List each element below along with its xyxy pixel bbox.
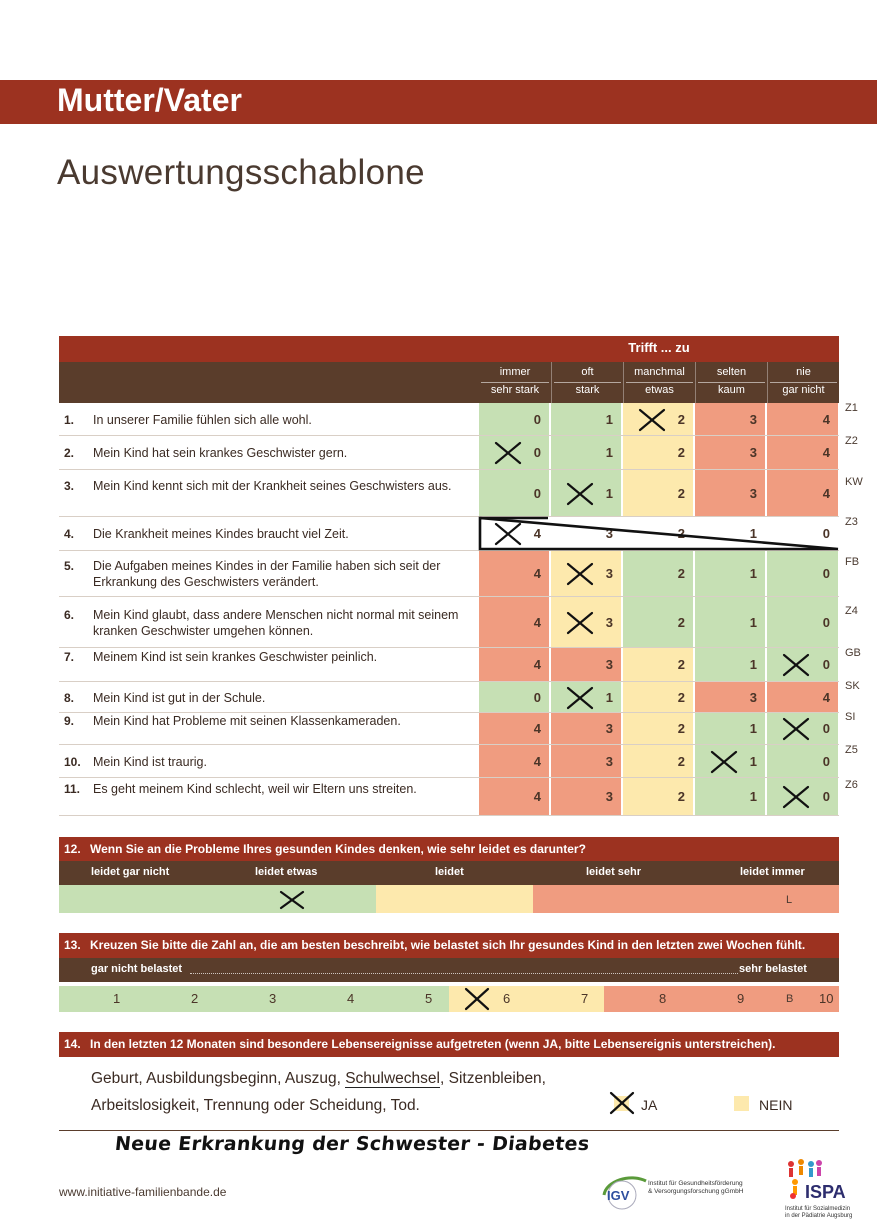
answer-cell[interactable] [551, 470, 622, 516]
q12-band-green[interactable] [59, 885, 376, 913]
handwritten-note: Neue Erkrankung der Schwester - Diabetes [113, 1133, 591, 1155]
answer-value: 1 [749, 614, 757, 630]
answer-value: 3 [605, 753, 613, 769]
answer-cell[interactable] [767, 470, 839, 516]
answer-cell[interactable] [551, 517, 622, 550]
answer-cell[interactable] [695, 682, 766, 712]
table-row [59, 551, 860, 597]
q13-code: B [786, 993, 794, 1005]
q12-band-yellow[interactable] [376, 885, 533, 913]
answer-cell[interactable] [623, 745, 694, 777]
table-row [59, 470, 863, 517]
answer-cell[interactable] [479, 682, 550, 712]
answer-value: 2 [677, 614, 685, 630]
answer-value: 2 [677, 445, 685, 460]
column-bottom-label: kaum [718, 384, 745, 396]
answer-value: 4 [822, 445, 830, 460]
answer-cell[interactable] [695, 403, 766, 435]
question-number: 10. [64, 754, 81, 769]
question-text: Mein Kind hat sein krankes Geschwister gern. [93, 446, 348, 460]
question-text: Mein Kind ist traurig. [93, 754, 207, 769]
q12-label-1: leidet gar nicht [91, 866, 170, 878]
q14-events-part-a: Geburt, Ausbildungsbeginn, Auszug, [91, 1070, 346, 1087]
answer-cell[interactable] [479, 517, 550, 550]
answer-value: 4 [533, 657, 541, 672]
answer-cell[interactable] [695, 551, 766, 596]
answer-cell[interactable] [551, 713, 622, 744]
answer-value: 1 [749, 753, 757, 769]
answer-value: 0 [822, 614, 830, 630]
q14-events-part-b: , Sitzenbleiben, [440, 1070, 546, 1087]
answer-cell[interactable] [551, 648, 622, 681]
igv-caption-line-1: Institut für Gesundheitsförderung [648, 1180, 743, 1187]
table-row [59, 647, 861, 682]
column-header-1 [479, 362, 551, 403]
answer-cell[interactable] [551, 436, 622, 469]
igv-logo-text: IGV [607, 1188, 630, 1203]
question-text: Mein Kind kennt sich mit der Krankheit seines Geschwisters aus. [93, 478, 452, 493]
column-top-label: nie [796, 366, 811, 378]
answer-value: 0 [822, 721, 830, 736]
answer-cell[interactable] [551, 551, 622, 596]
q13-scale-number[interactable]: 4 [347, 991, 355, 1006]
answer-cell[interactable] [767, 713, 839, 744]
answer-cell[interactable] [551, 682, 622, 712]
page-title: Mutter/Vater [57, 82, 242, 118]
scale-code: Z3 [845, 516, 858, 528]
ispa-caption-line-2: in der Pädiatrie Augsburg [785, 1213, 853, 1219]
answer-value: 3 [749, 445, 757, 460]
footer-url[interactable]: www.initiative-familienbande.de [59, 1185, 227, 1199]
answer-value: 0 [533, 689, 541, 705]
q13-scale-number[interactable]: 6 [503, 991, 511, 1006]
q14-header [59, 1032, 839, 1057]
answer-cell[interactable] [551, 745, 622, 777]
q13-scale-number[interactable]: 5 [425, 991, 433, 1006]
q12-label-5: leidet immer [740, 866, 805, 878]
question-text: Die Aufgaben meines Kindes in der Familie haben sich seit der Erkrankung des Geschwisters verändert. [93, 559, 441, 589]
answer-value: 3 [605, 721, 613, 736]
q13-scale-number[interactable]: 9 [737, 991, 745, 1006]
answer-value: 2 [677, 657, 685, 672]
table-row [59, 435, 858, 470]
table-row [59, 778, 858, 816]
question-text: Die Krankheit meines Kindes braucht viel Zeit. [93, 527, 349, 541]
answer-value: 0 [822, 566, 830, 581]
q13-scale-number[interactable]: 3 [269, 991, 277, 1006]
q12-scale-labels [59, 861, 839, 885]
table-row [59, 679, 860, 713]
q13-right-label: sehr belastet [739, 963, 807, 975]
answer-value: 4 [533, 753, 541, 769]
q13-header [59, 933, 839, 958]
ispa-caption-line-1: Institut für Sozialmedizin [785, 1206, 851, 1212]
q13-scale-number[interactable]: 1 [113, 991, 121, 1006]
answer-cell[interactable] [623, 551, 694, 596]
q14-events-line-1 [91, 1070, 546, 1088]
answer-value: 1 [749, 566, 757, 581]
answer-cell[interactable] [767, 778, 839, 815]
table-row [59, 743, 858, 778]
answer-cell[interactable] [479, 648, 550, 681]
answer-cell[interactable] [479, 551, 550, 596]
table-column-header [59, 362, 839, 403]
answer-value: 0 [822, 526, 830, 541]
q14-event-underlined: Schulwechsel [345, 1070, 440, 1087]
question-text: Mein Kind glaubt, dass andere Menschen nicht normal mit seinem kranken Geschwister umgehen können. [93, 607, 459, 638]
question-text: Mein Kind hat Probleme mit seinen Klassenkameraden. [93, 714, 401, 728]
answer-value: 3 [749, 411, 757, 427]
column-bottom-label: sehr stark [490, 384, 540, 396]
question-number: 1. [64, 412, 75, 427]
column-top-label: oft [581, 366, 594, 378]
q14-yes-box[interactable] [614, 1096, 629, 1111]
answer-cell[interactable] [767, 745, 839, 777]
q14-no-box[interactable] [734, 1096, 749, 1111]
scale-code: Z2 [845, 435, 858, 447]
answer-cell[interactable] [767, 648, 839, 681]
scale-code: Z6 [845, 779, 858, 791]
answer-value: 4 [533, 614, 541, 630]
page-subtitle: Auswertungsschablone [57, 153, 425, 192]
answer-cell[interactable] [551, 403, 622, 435]
column-header-5 [767, 362, 839, 403]
header-banner [0, 80, 877, 124]
answer-value: 2 [677, 789, 685, 804]
q13-scale-labels [59, 958, 839, 982]
question-number: 2. [64, 446, 75, 460]
answer-cell[interactable] [623, 713, 694, 744]
scale-code: SI [845, 711, 856, 723]
scale-code: KW [845, 475, 863, 488]
answer-value: 3 [749, 485, 757, 501]
q13-text: Kreuzen Sie bitte die Zahl an, die am besten beschreibt, wie belastet sich Ihr gesundes Kind in den letzten zwei Wochen fühlt. [90, 938, 806, 952]
question-number: 11. [64, 782, 81, 796]
ispa-logo-text: ISPA [805, 1182, 846, 1202]
answer-cell[interactable] [767, 682, 839, 712]
answer-value: 3 [749, 689, 757, 705]
column-bottom-label: stark [575, 384, 600, 396]
answer-cell[interactable] [695, 648, 766, 681]
question-number: 9. [64, 714, 75, 728]
column-header-2 [551, 362, 623, 403]
q12-header [59, 837, 839, 861]
answer-value: 2 [677, 526, 685, 541]
answer-cell[interactable] [767, 436, 839, 469]
q12-band-red[interactable] [533, 885, 839, 913]
q12-label-2: leidet etwas [255, 866, 318, 878]
answer-value: 1 [749, 789, 757, 804]
answer-cell[interactable] [767, 597, 839, 647]
q14-events-line-2: Arbeitslosigkeit, Trennung oder Scheidung, Tod. [91, 1097, 420, 1114]
answer-value: 3 [605, 526, 613, 541]
answer-cell[interactable] [479, 778, 550, 815]
question-number: 3. [64, 478, 75, 493]
question-text: Es geht meinem Kind schlecht, weil wir Eltern uns streiten. [93, 782, 417, 796]
answer-cell[interactable] [479, 713, 550, 744]
answer-value: 1 [749, 657, 757, 672]
answer-cell[interactable] [623, 648, 694, 681]
q14-text: In den letzten 12 Monaten sind besondere Lebensereignisse aufgetreten (wenn JA, bitte Lebensereignis unterstreichen). [90, 1037, 776, 1051]
q13-scale-number[interactable]: 10 [819, 991, 834, 1006]
answer-cell[interactable] [623, 436, 694, 469]
answer-cell[interactable] [623, 517, 694, 550]
answer-value: 2 [677, 566, 685, 581]
answer-cell[interactable] [479, 470, 550, 516]
answer-cell[interactable] [623, 778, 694, 815]
answer-cell[interactable] [695, 778, 766, 815]
answer-cell[interactable] [623, 682, 694, 712]
answer-cell[interactable] [767, 403, 839, 435]
answer-cell[interactable] [695, 517, 766, 550]
column-top-label: immer [499, 366, 531, 378]
q13-left-label: gar nicht belastet [91, 963, 183, 975]
question-number: 5. [64, 559, 75, 573]
answer-cell[interactable] [695, 470, 766, 516]
answer-value: 0 [822, 657, 830, 672]
answer-cell[interactable] [623, 470, 694, 516]
answer-value: 4 [533, 526, 541, 541]
answer-cell[interactable] [767, 551, 839, 596]
table-group-header [59, 336, 839, 362]
column-top-label: manchmal [634, 366, 685, 378]
table-row [59, 711, 856, 745]
answer-value: 2 [677, 721, 685, 736]
question-number: 7. [64, 650, 75, 664]
q12-label-3: leidet [435, 866, 464, 878]
answer-cell[interactable] [767, 517, 839, 550]
answer-value: 4 [533, 721, 541, 736]
question-number: 8. [64, 690, 75, 705]
answer-value: 3 [605, 614, 613, 630]
answer-value: 0 [533, 411, 541, 427]
table-row [59, 516, 858, 551]
answer-value: 1 [749, 721, 757, 736]
column-bottom-label: etwas [645, 384, 674, 396]
answer-cell[interactable] [479, 436, 550, 469]
q13-dotted-line [190, 973, 738, 974]
answer-value: 4 [533, 566, 541, 581]
q13-scale-number[interactable]: 8 [659, 991, 667, 1006]
answer-cell[interactable] [551, 597, 622, 647]
scale-code: Z5 [845, 743, 858, 756]
q14-divider [59, 1130, 839, 1131]
answer-cell[interactable] [479, 745, 550, 777]
question-text: In unserer Familie fühlen sich alle wohl. [93, 412, 312, 427]
q13-scale-number[interactable]: 2 [191, 991, 199, 1006]
scale-code: GB [845, 647, 861, 659]
answer-value: 4 [533, 789, 541, 804]
question-text: Meinem Kind ist sein krankes Geschwister peinlich. [93, 650, 378, 664]
answer-cell[interactable] [695, 713, 766, 744]
answer-value: 2 [677, 411, 685, 427]
q13-scale-number[interactable]: 7 [581, 991, 589, 1006]
answer-value: 4 [822, 411, 830, 427]
table-row [59, 401, 858, 436]
q13-number: 13. [64, 938, 81, 952]
question-number: 6. [64, 607, 75, 622]
answer-value: 1 [605, 689, 613, 705]
column-top-label: selten [716, 366, 747, 378]
igv-logo-icon [600, 1173, 648, 1211]
answer-cell[interactable] [695, 745, 766, 777]
answer-cell[interactable] [695, 597, 766, 647]
answer-cell[interactable] [479, 403, 550, 435]
answer-value: 3 [605, 657, 613, 672]
q14-no-label: NEIN [759, 1097, 793, 1113]
column-bottom-label: gar nicht [782, 384, 825, 396]
answer-value: 1 [605, 445, 613, 460]
answer-value: 4 [822, 485, 830, 501]
q12-label-4: leidet sehr [586, 866, 642, 878]
q12-number: 12. [64, 842, 81, 856]
answer-cell[interactable] [479, 597, 550, 647]
answer-value: 0 [533, 485, 541, 501]
question-number: 4. [64, 527, 75, 541]
answer-value: 4 [822, 689, 830, 705]
answer-value: 0 [533, 445, 541, 460]
answer-cell[interactable] [623, 403, 694, 435]
question-text: Mein Kind ist gut in der Schule. [93, 690, 266, 705]
answer-value: 1 [605, 411, 613, 427]
q14-number: 14. [64, 1037, 81, 1051]
q13-band-red[interactable] [604, 986, 839, 1012]
scale-code: Z4 [845, 604, 858, 617]
igv-caption-line-2: & Versorgungsforschung gGmbH [648, 1188, 744, 1195]
answer-value: 2 [677, 485, 685, 501]
answer-value: 0 [822, 753, 830, 769]
answer-value: 0 [822, 789, 830, 804]
column-header-3 [623, 362, 695, 403]
group-header-label: Trifft ... zu [628, 340, 690, 355]
table-row [59, 597, 858, 648]
column-header-4 [695, 362, 767, 403]
q12-code: L [786, 894, 793, 906]
igv-caption [648, 1180, 743, 1196]
answer-value: 2 [677, 689, 685, 705]
q12-text: Wenn Sie an die Probleme Ihres gesunden Kindes denken, wie sehr leidet es darunter? [90, 842, 586, 856]
answer-cell[interactable] [623, 597, 694, 647]
scale-code: Z1 [845, 401, 858, 414]
answer-value: 3 [605, 566, 613, 581]
answer-cell[interactable] [551, 778, 622, 815]
scale-code: SK [845, 679, 860, 692]
answer-value: 1 [605, 485, 613, 501]
ispa-caption [785, 1206, 852, 1220]
answer-value: 1 [749, 526, 757, 541]
q14-yes-label: JA [641, 1097, 658, 1113]
answer-cell[interactable] [695, 436, 766, 469]
answer-value: 2 [677, 753, 685, 769]
answer-value: 3 [605, 789, 613, 804]
scale-code: FB [845, 556, 860, 568]
